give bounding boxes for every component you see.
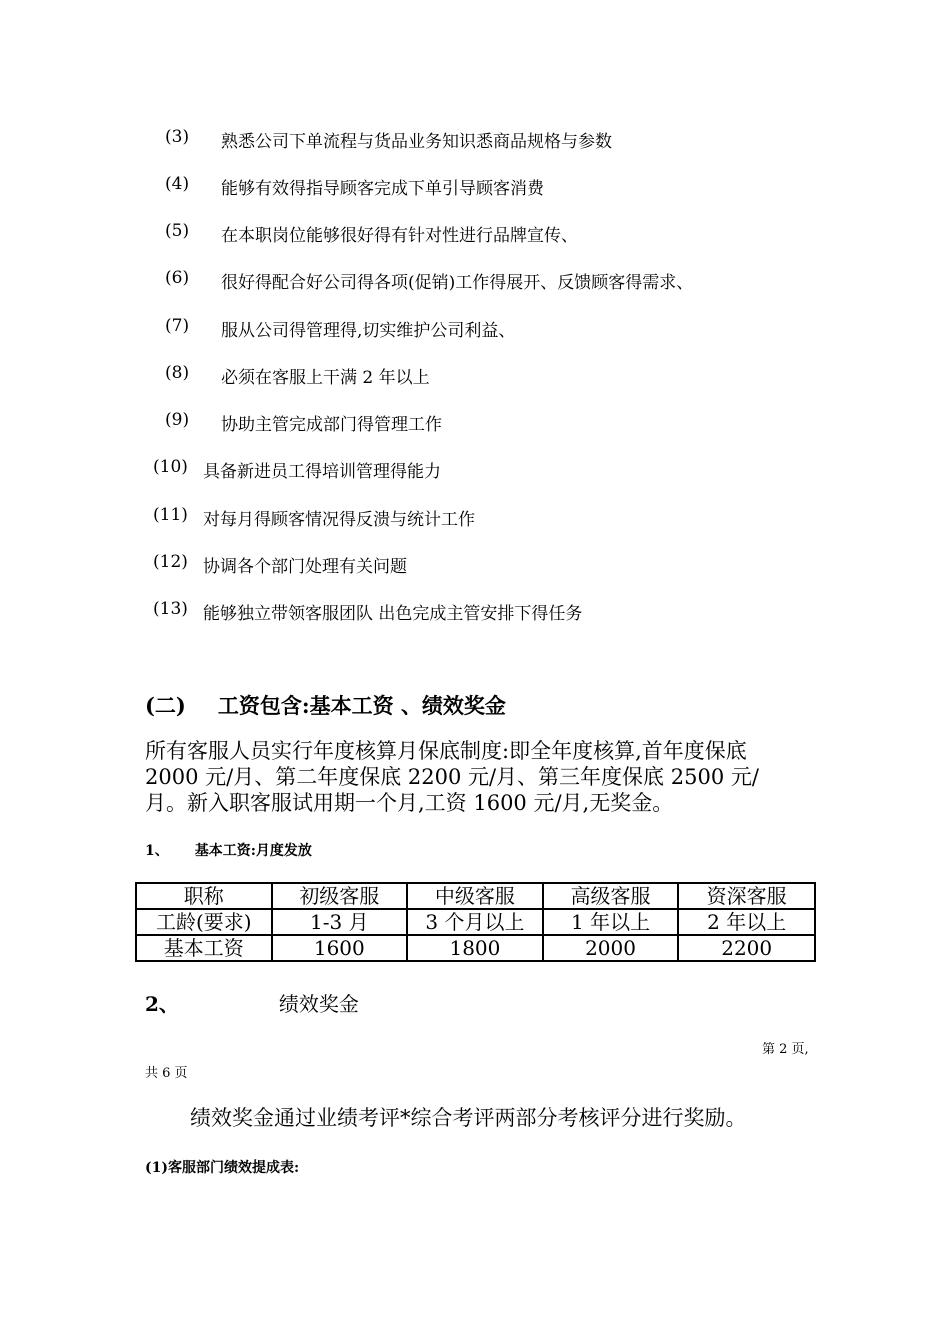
section-heading xyxy=(145,690,506,720)
list-text: 具备新进员工得培训管理得能力 xyxy=(203,462,441,482)
basic-salary-heading xyxy=(145,840,312,860)
list-text: 能够独立带领客服团队 出色完成主管安排下得任务 xyxy=(203,604,583,624)
table-cell: 2 年以上 xyxy=(678,909,815,935)
table-cell: 工龄(要求) xyxy=(136,909,272,935)
table-cell: 3 个月以上 xyxy=(407,909,543,935)
list-number: (7) xyxy=(165,316,190,336)
salary-policy-paragraph xyxy=(145,738,815,816)
table-cell: 1 年以上 xyxy=(543,909,679,935)
list-text: 很好得配合好公司得各项(促销)工作得展开、反馈顾客得需求、 xyxy=(221,273,694,293)
table-cell: 1600 xyxy=(272,935,408,961)
table-cell: 职称 xyxy=(136,883,272,909)
commission-table-label: (1)客服部门绩效提成表: xyxy=(145,1160,300,1176)
list-number: (8) xyxy=(165,363,190,383)
performance-bonus-heading xyxy=(145,988,359,1017)
list-text: 熟悉公司下单流程与货品业务知识悉商品规格与参数 xyxy=(221,132,612,152)
table-cell: 2200 xyxy=(678,935,815,961)
paragraph-line: 2000 元/月、第二年度保底 2200 元/月、第三年度保底 2500 元/ xyxy=(145,765,759,789)
sub-heading-title: 绩效奖金 xyxy=(278,992,359,1016)
salary-table xyxy=(135,882,816,962)
list-number: (9) xyxy=(165,410,190,430)
page-total: 共 6 页 xyxy=(145,1066,188,1081)
table-cell: 1800 xyxy=(407,935,543,961)
sub-heading-title: 基本工资:月度发放 xyxy=(194,843,312,859)
page-number: 第 2 页, xyxy=(762,1042,809,1057)
paragraph-line: 所有客服人员实行年度核算月保底制度:即全年度核算,首年度保底 xyxy=(145,739,747,763)
list-text: 能够有效得指导顾客完成下单引导顾客消费 xyxy=(221,179,544,199)
list-number: (11) xyxy=(153,505,188,525)
table-row xyxy=(136,883,815,909)
list-text: 对每月得顾客情况得反溃与统计工作 xyxy=(203,510,475,530)
list-text: 协调各个部门处理有关问题 xyxy=(203,557,407,577)
list-number: (4) xyxy=(165,174,190,194)
sub-heading-number: 2、 xyxy=(145,992,179,1016)
performance-paragraph: 绩效奖金通过业绩考评*综合考评两部分考核评分进行奖励。 xyxy=(190,1106,747,1130)
table-row xyxy=(136,909,815,935)
list-text: 必须在客服上干满 2 年以上 xyxy=(221,368,430,388)
section-number: (二) xyxy=(145,693,186,718)
section-title: 工资包含:基本工资 、绩效奖金 xyxy=(217,693,506,718)
list-number: (5) xyxy=(165,221,190,241)
table-row xyxy=(136,935,815,961)
paragraph-line: 月。新入职客服试用期一个月,工资 1600 元/月,无奖金。 xyxy=(145,791,674,815)
list-number: (3) xyxy=(165,127,190,147)
list-number: (12) xyxy=(153,552,188,572)
list-number: (10) xyxy=(153,457,188,477)
table-cell: 基本工资 xyxy=(136,935,272,961)
list-number: (13) xyxy=(153,599,188,619)
table-cell: 初级客服 xyxy=(272,883,408,909)
list-number: (6) xyxy=(165,268,190,288)
table-cell: 资深客服 xyxy=(678,883,815,909)
table-cell: 中级客服 xyxy=(407,883,543,909)
table-cell: 高级客服 xyxy=(543,883,679,909)
list-text: 协助主管完成部门得管理工作 xyxy=(221,415,442,435)
list-text: 服从公司得管理得,切实维护公司利益、 xyxy=(221,321,516,341)
sub-heading-number: 1、 xyxy=(145,843,169,859)
table-cell: 2000 xyxy=(543,935,679,961)
list-text: 在本职岗位能够很好得有针对性进行品牌宣传、 xyxy=(221,226,578,246)
table-cell: 1-3 月 xyxy=(272,909,408,935)
